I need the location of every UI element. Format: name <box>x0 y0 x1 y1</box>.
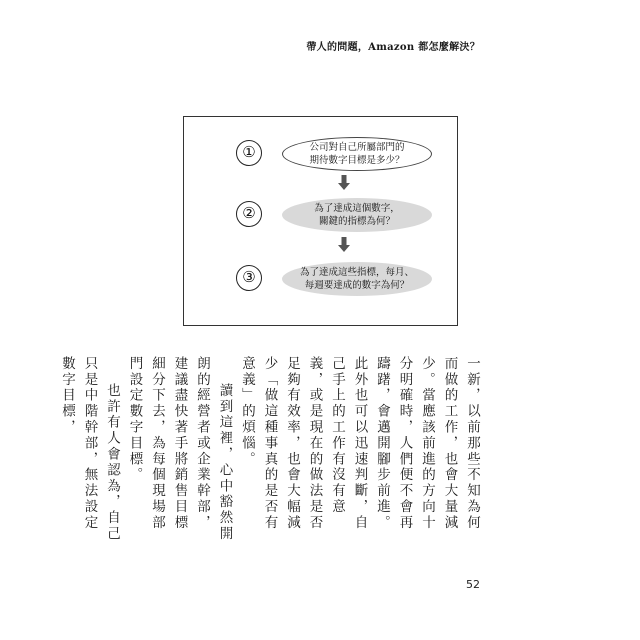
paragraph: 一新，以前那些不知為何而做的工作，也會大量減少。當應該前進的方向十分明確時，人們便不會再躊躇，會邁開腳步前進。此外也可以迅速判斷，自己手上的工作有沒有意義，或是現在的做法是否足夠有效率，也會大幅減少「做這種事真的是否有意義」的煩惱。 <box>239 356 480 531</box>
paragraph: 讀到這裡，心中豁然開朗的經營者或企業幹部，建議盡快著手將銷售目標細分下去，為每個現場部門設定數字目標。 <box>126 356 233 542</box>
page-number: 52 <box>466 578 480 591</box>
step-number: ② <box>236 201 262 227</box>
step-bubble <box>282 262 432 296</box>
goal-breakdown-figure <box>183 116 458 326</box>
running-header: 帶人的問題，Amazon 都怎麼解決？ <box>306 42 480 53</box>
down-arrow-icon <box>338 237 350 253</box>
step-1 <box>184 137 457 177</box>
step-text: 為了達成這些指標，每月、 每週要達成的數字為何？ <box>299 267 414 291</box>
step-bubble <box>282 198 432 232</box>
paragraph: 也許有人會認為，自己只是中階幹部，無法設定數字目標， <box>59 356 120 542</box>
step-3 <box>184 262 457 302</box>
step-2 <box>184 198 457 238</box>
step-text: 為了達成這個數字， 關鍵的指標為何？ <box>314 203 400 227</box>
body-text <box>56 356 484 546</box>
step-bubble <box>282 137 432 171</box>
step-number: ③ <box>236 265 262 291</box>
step-text: 公司對自己所屬部門的 期待數字目標是多少？ <box>309 142 405 166</box>
step-number: ① <box>236 140 262 166</box>
down-arrow-icon <box>338 175 350 191</box>
